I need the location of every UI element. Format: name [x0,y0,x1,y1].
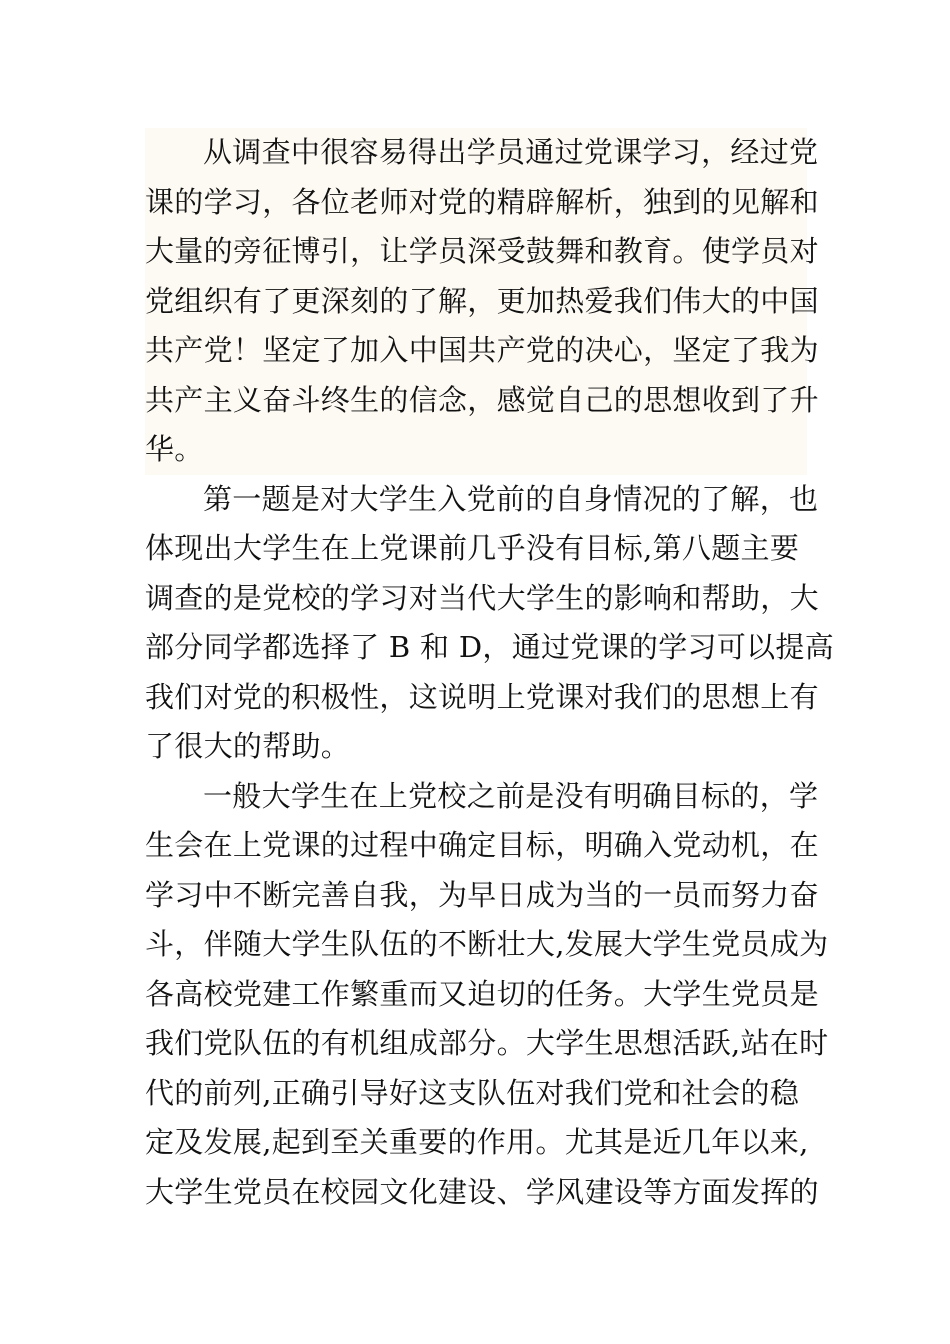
text-line: 共产党！坚定了加入中国共产党的决心，坚定了我为 [145,333,819,367]
text-line: 共产主义奋斗终生的信念，感觉自己的思想收到了升 [145,382,819,417]
document-body [145,128,835,1217]
text-line: 大量的旁征博引，让学员深受鼓舞和教育。使学员对 [145,234,819,268]
text-line: 大学生党员在校园文化建设、学风建设等方面发挥的 [145,1174,819,1209]
text-line: 部分同学都选择了 B 和 D，通过党课的学习可以提高 [145,630,835,664]
text-line: 从调查中很容易得出学员通过党课学习，经过党 [203,135,819,169]
text-line: 华。 [145,432,204,466]
text-line: 我们党队伍的有机组成部分。大学生思想活跃,站在时 [145,1026,829,1060]
text-line: 学习中不断完善自我，为早日成为当的一员而努力奋 [145,877,819,912]
text-line: 定及发展,起到至关重要的作用。尤其是近几年以来, [145,1125,809,1159]
text-line: 生会在上党课的过程中确定目标，明确入党动机，在 [145,828,819,862]
text-line: 党组织有了更深刻的了解，更加热爱我们伟大的中国 [145,283,819,318]
text-line: 调查的是党校的学习对当代大学生的影响和帮助，大 [145,580,819,615]
text-line: 一般大学生在上党校之前是没有明确目标的，学 [203,778,819,813]
text-line: 代的前列,正确引导好这支队伍对我们党和社会的稳 [145,1075,800,1110]
paragraph-3 [145,772,829,1218]
text-line: 课的学习，各位老师对党的精辟解析，独到的见解和 [145,184,819,219]
text-line: 各高校党建工作繁重而又迫切的任务。大学生党员是 [145,976,819,1011]
text-line: 斗，伴随大学生队伍的不断壮大,发展大学生党员成为 [145,927,829,961]
text-line: 第一题是对大学生入党前的自身情况的了解，也 [203,481,819,516]
text-line: 了很大的帮助。 [145,729,351,763]
text-line: 我们对党的积极性，这说明上党课对我们的思想上有 [145,679,819,714]
text-line: 体现出大学生在上党课前几乎没有目标,第八题主要 [145,531,800,565]
paragraph-1 [145,128,819,475]
paragraph-2 [145,475,835,772]
